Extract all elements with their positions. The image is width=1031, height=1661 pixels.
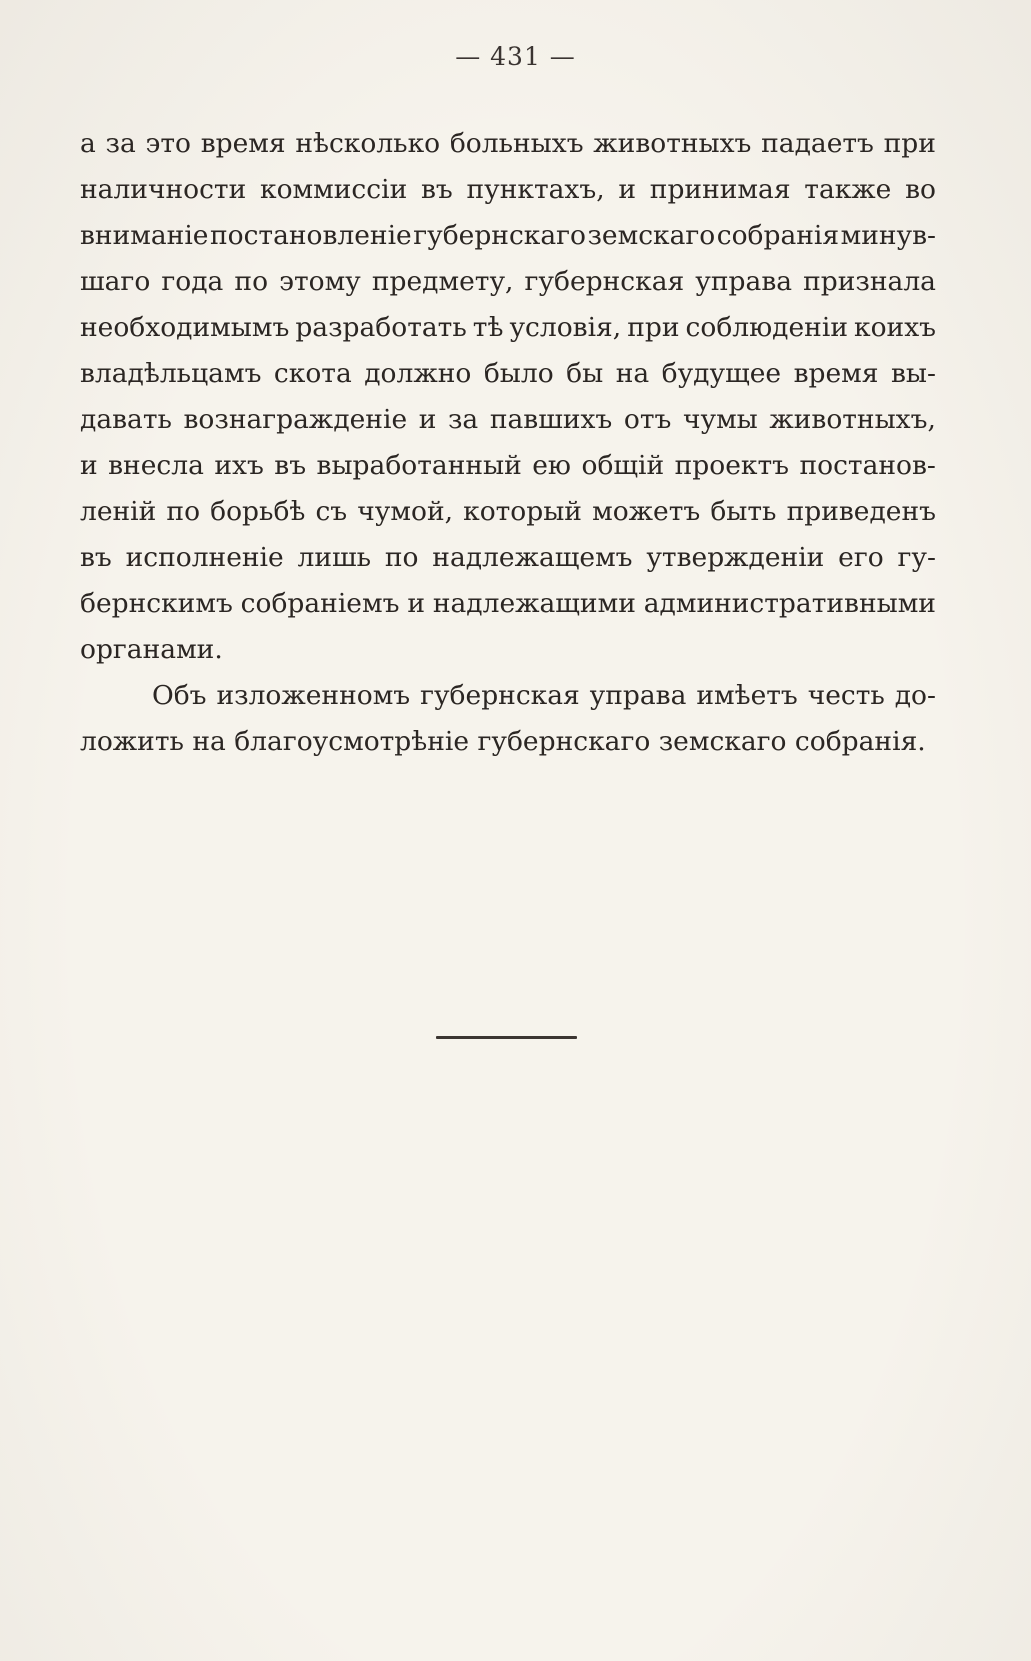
word: до-: [894, 680, 936, 711]
word: ложить на благоусмотрѣніе губернскаго земскаго собранія.: [80, 726, 926, 757]
word: надлежащемъ: [432, 542, 633, 573]
text-line: [80, 213, 936, 259]
word: по: [166, 496, 201, 527]
word: животныхъ,: [769, 404, 936, 435]
word: быть: [710, 496, 777, 527]
word: года: [161, 266, 224, 297]
word: исполненіе: [125, 542, 284, 573]
word: необходимымъ: [80, 312, 290, 343]
text-line-last: [80, 719, 936, 765]
text-line: [80, 351, 936, 397]
word: а: [80, 128, 96, 159]
word: имѣетъ: [696, 680, 798, 711]
word: вниманіе: [80, 220, 209, 251]
text-line: [80, 535, 936, 581]
word: губернская: [524, 266, 685, 297]
word: давать: [80, 404, 172, 435]
word: постанов-: [799, 450, 936, 481]
page-number: — 431 —: [455, 42, 576, 71]
word: управа: [695, 266, 793, 297]
word: наличности: [80, 174, 247, 205]
word: приведенъ: [786, 496, 936, 527]
word: съ: [315, 496, 348, 527]
word: въ: [420, 174, 453, 205]
word: леній: [80, 496, 157, 527]
word: скота: [273, 358, 352, 389]
text-line: [80, 489, 936, 535]
word: за: [447, 404, 479, 435]
word: чумой,: [357, 496, 454, 527]
word: управа: [589, 680, 687, 711]
word: земскаго: [587, 220, 716, 251]
word: административными: [643, 588, 936, 619]
word: по: [234, 266, 269, 297]
word: соблюденіи: [685, 312, 848, 343]
text-line: [80, 443, 936, 489]
word: тѣ: [472, 312, 504, 343]
word: губернская: [420, 680, 580, 711]
word: гу-: [897, 542, 936, 573]
word: честь: [807, 680, 885, 711]
text-line: [80, 581, 936, 627]
word: и: [80, 450, 98, 481]
word: собранія: [716, 220, 840, 251]
word: павшихъ: [489, 404, 613, 435]
word: отъ: [623, 404, 672, 435]
word: лишь: [297, 542, 372, 573]
word: при: [627, 312, 680, 343]
word: будущее: [661, 358, 782, 389]
text-line: [80, 167, 936, 213]
word: внесла: [108, 450, 204, 481]
word: общій: [581, 450, 665, 481]
word: бы: [566, 358, 604, 389]
word: ею: [532, 450, 572, 481]
word: бернскимъ: [80, 588, 233, 619]
text-line: [80, 673, 936, 719]
word: условія,: [509, 312, 622, 343]
word: время: [793, 358, 879, 389]
word: этому: [279, 266, 361, 297]
word: за: [105, 128, 136, 159]
word: шаго: [80, 266, 151, 297]
word: пунктахъ,: [466, 174, 605, 205]
word: во: [905, 174, 936, 205]
word: его: [838, 542, 884, 573]
word: было: [483, 358, 554, 389]
text-line: [80, 397, 936, 443]
word: предмету,: [371, 266, 514, 297]
word: утвержденіи: [646, 542, 825, 573]
word: больныхъ: [449, 128, 584, 159]
word: надлежащими: [432, 588, 636, 619]
word: проектъ: [674, 450, 789, 481]
word: по: [384, 542, 419, 573]
word: который: [463, 496, 582, 527]
word: ихъ: [214, 450, 264, 481]
word: изложенномъ: [216, 680, 411, 711]
text-line-last: [80, 627, 936, 673]
word: также: [804, 174, 892, 205]
word: чумы: [682, 404, 758, 435]
word: и: [618, 174, 637, 205]
word: коихъ: [854, 312, 936, 343]
word: въ: [80, 542, 112, 573]
word: должно: [364, 358, 472, 389]
word: коммиссіи: [260, 174, 408, 205]
word: Объ: [152, 680, 207, 711]
word: губернскаго: [413, 220, 586, 251]
section-divider: [436, 1036, 577, 1039]
word: при: [883, 128, 936, 159]
word: и: [407, 588, 425, 619]
paragraph-2: [80, 673, 936, 765]
word: признала: [803, 266, 936, 297]
body-text: [80, 121, 936, 765]
word: выработанный: [316, 450, 522, 481]
word: минув-: [840, 220, 936, 251]
word: разработать: [295, 312, 467, 343]
word: владѣльцамъ: [80, 358, 262, 389]
word: время: [200, 128, 286, 159]
paragraph-1: [80, 121, 936, 673]
word: принимая: [649, 174, 791, 205]
word: органами.: [80, 634, 223, 665]
word: въ: [274, 450, 307, 481]
word: можетъ: [592, 496, 701, 527]
word: и: [418, 404, 437, 435]
word: постановленіе: [209, 220, 412, 251]
word: вы-: [890, 358, 936, 389]
word: вознагражденіе: [183, 404, 408, 435]
word: на: [615, 358, 650, 389]
word: собраніемъ: [240, 588, 400, 619]
word: нѣсколько: [295, 128, 441, 159]
word: падаетъ: [761, 128, 874, 159]
text-line: [80, 305, 936, 351]
text-line: [80, 121, 936, 167]
word: животныхъ: [593, 128, 752, 159]
text-line: [80, 259, 936, 305]
word: борьбѣ: [210, 496, 306, 527]
word: это: [145, 128, 191, 159]
